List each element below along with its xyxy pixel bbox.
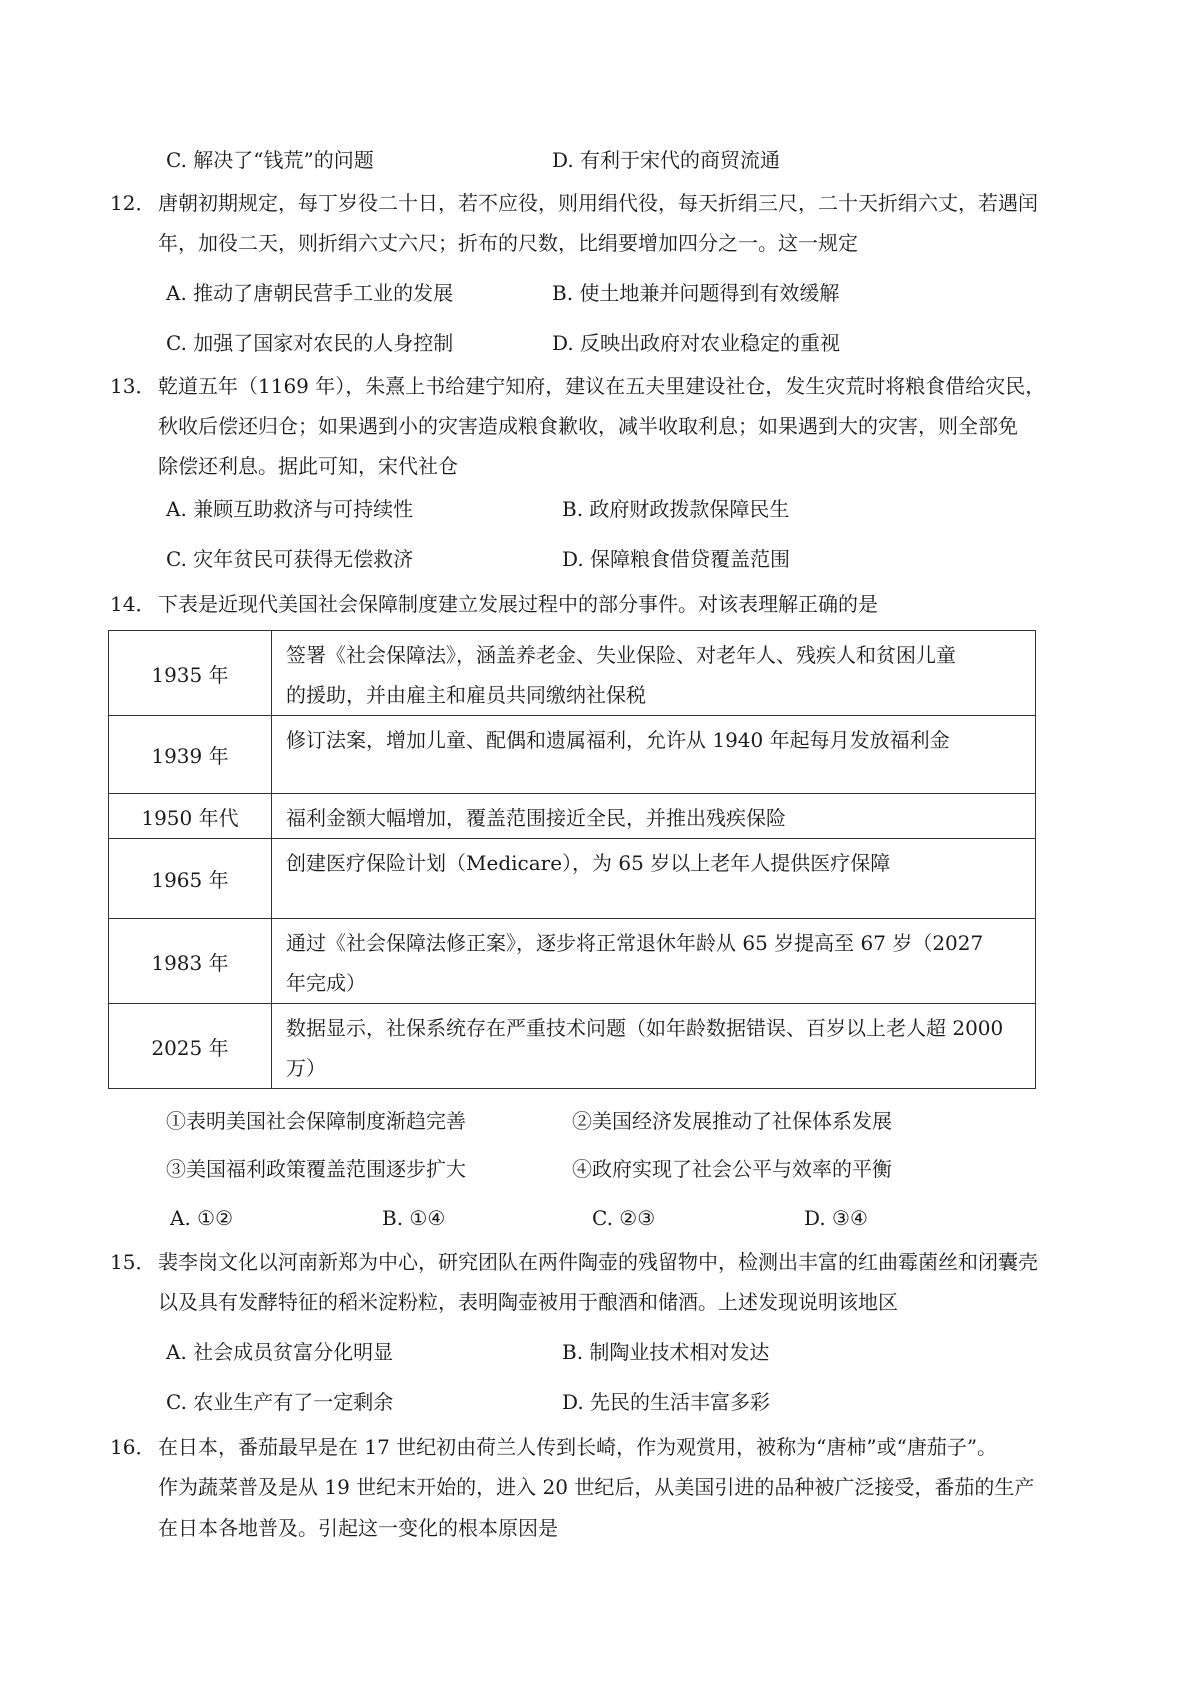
q16-stem-line3: 在日本各地普及。引起这一变化的根本原因是 xyxy=(158,1516,558,1540)
q11-option-c: C. 解决了“钱荒”的问题 xyxy=(166,148,374,172)
q14-stem: 下表是近现代美国社会保障制度建立发展过程中的部分事件。对该表理解正确的是 xyxy=(158,592,878,616)
q14-item-2: ②美国经济发展推动了社保体系发展 xyxy=(572,1109,892,1133)
event-line: 数据显示，社保系统存在严重技术问题（如年龄数据错误、百岁以上老人超 2000 xyxy=(286,1016,1004,1040)
q14-item-4: ④政府实现了社会公平与效率的平衡 xyxy=(572,1157,892,1181)
q12-option-c: C. 加强了国家对农民的人身控制 xyxy=(166,331,454,355)
table-event-cell xyxy=(272,716,1036,794)
q16-number: 16． xyxy=(110,1435,156,1459)
table-row xyxy=(109,1004,1036,1089)
table-row xyxy=(109,919,1036,1004)
table-row xyxy=(109,631,1036,716)
table-row xyxy=(109,794,1036,839)
event-line: 万） xyxy=(286,1056,326,1080)
q12-number: 12． xyxy=(110,191,156,215)
event-line: 福利金额大幅增加，覆盖范围接近全民，并推出残疾保险 xyxy=(286,806,786,830)
q13-stem-line3: 除偿还利息。据此可知，宋代社仓 xyxy=(158,454,458,478)
q13-option-b: B. 政府财政拨款保障民生 xyxy=(562,497,790,521)
table-event-cell xyxy=(272,839,1036,919)
q15-option-d: D. 先民的生活丰富多彩 xyxy=(562,1390,771,1414)
table-year-cell: 1950 年代 xyxy=(109,794,272,839)
q14-option-b: B. ①④ xyxy=(382,1206,446,1230)
q15-stem-line1: 裴李岗文化以河南新郑为中心，研究团队在两件陶壶的残留物中，检测出丰富的红曲霉菌丝和闭囊壳 xyxy=(158,1250,1038,1274)
q14-option-d: D. ③④ xyxy=(804,1206,868,1230)
q12-option-d: D. 反映出政府对农业稳定的重视 xyxy=(552,331,841,355)
event-line: 修订法案，增加儿童、配偶和遗属福利，允许从 1940 年起每月发放福利金 xyxy=(286,728,950,752)
q15-number: 15． xyxy=(110,1250,156,1274)
q12-option-a: A. 推动了唐朝民营手工业的发展 xyxy=(166,281,454,305)
table-year-cell: 2025 年 xyxy=(109,1004,272,1089)
q13-number: 13． xyxy=(110,374,156,398)
q13-option-c: C. 灾年贫民可获得无偿救济 xyxy=(166,547,414,571)
q15-option-a: A. 社会成员贫富分化明显 xyxy=(166,1340,394,1364)
q13-stem-line2: 秋收后偿还归仓；如果遇到小的灾害造成粮食歉收，减半收取利息；如果遇到大的灾害，则全部免 xyxy=(158,414,1018,438)
q14-number: 14． xyxy=(110,592,156,616)
q16-stem-line2: 作为蔬菜普及是从 19 世纪末开始的，进入 20 世纪后，从美国引进的品种被广泛接受，番茄的生产 xyxy=(158,1475,1035,1499)
event-line: 创建医疗保险计划（Medicare），为 65 岁以上老年人提供医疗保障 xyxy=(286,851,891,875)
q13-stem-line1: 乾道五年（1169 年），朱熹上书给建宁知府，建议在五夫里建设社仓，发生灾荒时将粮食借给灾民， xyxy=(158,374,1046,398)
q11-option-d: D. 有利于宋代的商贸流通 xyxy=(552,148,781,172)
q12-stem-line1: 唐朝初期规定，每丁岁役二十日，若不应役，则用绢代役，每天折绢三尺，二十天折绢六丈，若遇闰 xyxy=(158,191,1038,215)
q13-option-a: A. 兼顾互助救济与可持续性 xyxy=(166,497,414,521)
table-event-cell xyxy=(272,1004,1036,1089)
table-year-cell: 1935 年 xyxy=(109,631,272,716)
q15-option-b: B. 制陶业技术相对发达 xyxy=(562,1340,770,1364)
q14-item-3: ③美国福利政策覆盖范围逐步扩大 xyxy=(166,1157,466,1181)
event-line: 的援助，并由雇主和雇员共同缴纳社保税 xyxy=(286,683,646,707)
q12-stem-line2: 年，加役二天，则折绢六丈六尺；折布的尺数，比绢要增加四分之一。这一规定 xyxy=(158,231,858,255)
table-year-cell: 1965 年 xyxy=(109,839,272,919)
event-line: 年完成） xyxy=(286,971,366,995)
event-line: 签署《社会保障法》，涵盖养老金、失业保险、对老年人、残疾人和贫困儿童 xyxy=(286,643,956,667)
q14-option-a: A. ①② xyxy=(170,1206,234,1230)
table-row xyxy=(109,716,1036,794)
table-year-cell: 1939 年 xyxy=(109,716,272,794)
event-line: 通过《社会保障法修正案》，逐步将正常退休年龄从 65 岁提高至 67 岁（2027 xyxy=(286,931,984,955)
table-event-cell xyxy=(272,794,1036,839)
table-year-cell: 1983 年 xyxy=(109,919,272,1004)
table-event-cell xyxy=(272,631,1036,716)
q15-stem-line2: 以及具有发酵特征的稻米淀粉粒，表明陶壶被用于酿酒和储酒。上述发现说明该地区 xyxy=(158,1290,898,1314)
q12-option-b: B. 使土地兼并问题得到有效缓解 xyxy=(552,281,840,305)
q16-stem-line1: 在日本，番茄最早是在 17 世纪初由荷兰人传到长崎，作为观赏用，被称为“唐柿”或“唐茄子”。 xyxy=(158,1435,998,1459)
q15-option-c: C. 农业生产有了一定剩余 xyxy=(166,1390,394,1414)
q14-item-1: ①表明美国社会保障制度渐趋完善 xyxy=(166,1109,466,1133)
q13-option-d: D. 保障粮食借贷覆盖范围 xyxy=(562,547,791,571)
q14-option-c: C. ②③ xyxy=(592,1206,656,1230)
us-social-security-table xyxy=(108,630,1036,1089)
table-row xyxy=(109,839,1036,919)
table-event-cell xyxy=(272,919,1036,1004)
